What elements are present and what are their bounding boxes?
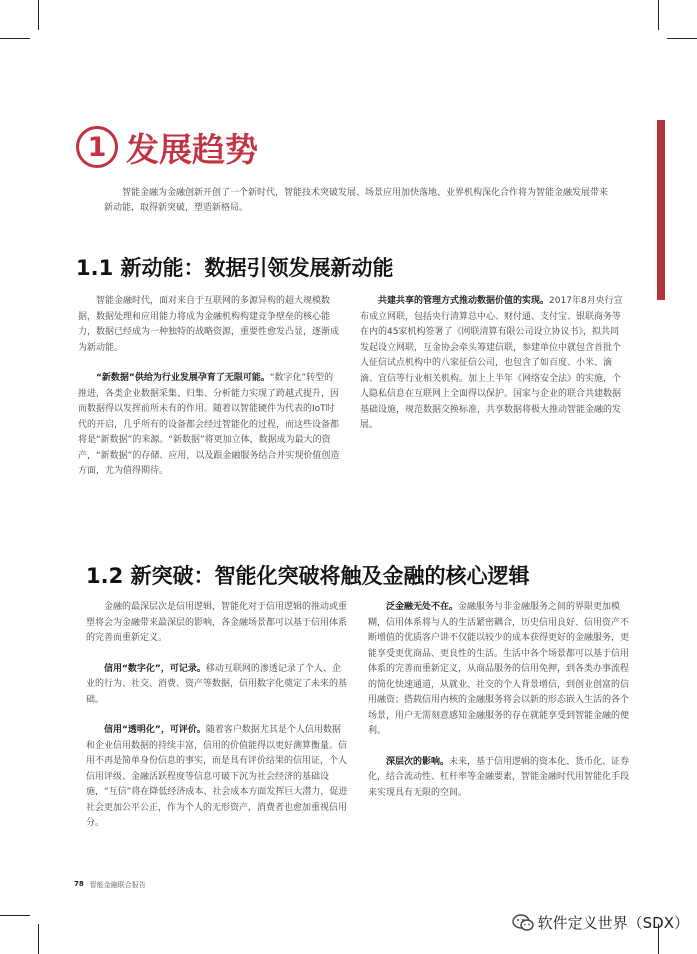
paragraph [368,600,630,740]
section-1-right-column [360,294,624,449]
watermark [512,912,689,933]
page-number: 78 [74,880,84,888]
paragraph: 金融的最深层次是信用逻辑，智能化对于信用逻辑的推动或重塑将会为金融带来最深层的影响，各金融场景都可以基于信用体系的完善而重新定义。 [86,602,348,643]
side-accent-bar [657,120,665,300]
section-2-title: 1.2 新突破：智能化突破将触及金融的核心逻辑 [86,564,530,588]
paragraph [86,723,348,832]
page-footer [74,880,146,890]
chapter-heading [76,122,258,172]
crop-mark [0,38,30,39]
paragraph-lead: 深层次的影响。 [386,756,450,767]
watermark-text: 软件定义世界（SDX） [537,914,689,932]
section-2-right-column [368,600,630,816]
intro-text: 智能金融为金融创新开创了一个新时代，智能技术突破发展、场景应用加快落地、业界机构深化合作将为智能金融发展带来新动能，取得新突破，塑造新格局。 [104,188,609,213]
report-name: 智能金融联合报告 [89,881,146,889]
paragraph [368,755,630,802]
paragraph-lead: 共建共享的管理方式推动数据价值的实现。 [378,296,550,306]
paragraph-body: 2017年8月央行宣布成立网联，包括央行清算总中心、财付通、支付宝、银联商务等在内的45家机构签署了《网联清算有限公司设立协议书》，拟共同发起设立网联，互金协会牵头筹建信联，参建单位中就包含首批个人征信试点机构中的八家征信公司，也包含了如百度、小米、滴滴、宜信等行业相关机构。加上上半年《网络安全法》的实施，个人隐私信息在互联网上全面得以保护。国家与企业的联合共建数据基础设施，规范数据交换标准，共享数据将极大推动智能金融的发展。 [360,296,623,430]
paragraph: 智能金融时代，面对来自于互联网的多源异构的超大规模数据，数据处理和应用能力将成为金融机构构建竞争壁垒的核心能力，数据已经成为一种独特的战略资源，重要性愈发凸显，逐渐成为新动能。 [78,296,340,353]
paragraph-body: 金融服务与非金融服务之间的界限更加模糊，信用体系将与人的生活紧密耦合，历史信用良好、信用资产不断增值的优质客户讲不仅能以较少的成本获得更好的金融服务，更能享受更优商品、更良性的生活。生活中各个场景都可以基于信用体系的完善而重新定义，从商品服务的信用免押，到各类办事流程的简化快速通道，从就业、社交的个人背景增信，到创业创富的信用融资；搭载信用内核的金融服务将会以新的形态嵌入生活的各个场景，用户无需刻意感知金融服务的存在就能享受到智能金融的便利。 [368,602,630,736]
intro-paragraph [104,186,616,216]
paragraph-body: 移动互联网的渗透记录了个人、企业的行为、社交、消费、资产等数据，信用数字化奠定了未来的基础。 [86,663,348,705]
crop-mark [38,924,39,954]
crop-mark [0,915,30,916]
crop-mark [658,0,659,30]
paragraph-lead: 信用“数字化”，可记录。 [104,663,206,674]
section-2-left-column [86,600,348,847]
paragraph-lead: 泛金融无处不在。 [386,602,459,612]
crop-mark [667,38,697,39]
paragraph-body: 随着客户数据尤其是个人信用数据和企业信用数据的持续丰富，信用的价值能得以更好测算衡量。信用不再是简单身份信息的事实，而是具有评价结果的信用证，个人信用评级、金融活跃程度等信息可破下沉为社会经济的基础设施，“互信”将在降低经济成本、社会成本方面发挥巨大潜力，促进社会更加公平公正，作为个人的无形资产，消费者也愈加重视信用分。 [86,725,348,828]
paragraph-body: 未来，基于信用逻辑的资本化、货币化、证券化，结合流动性、杠杆率等金融要素，智能金融时代用智能化手段来实现具有无限的空间。 [368,756,630,798]
paragraph [78,371,342,480]
chapter-number: 1 [76,126,118,168]
section-1-title: 1.1 新动能：数据引领发展新动能 [76,256,394,280]
chapter-title: 发展趋势 [126,129,258,169]
paragraph-body: “数字化”转型的推进，各类企业数据采集、归集、分析能力实现了跨越式提升，因而数据得以发挥前所未有的作用。随着以智能硬件为代表的IoT时代的开启，几乎所有的设备都会经过智能化的过程，而这些设备都将是“新数据”的来源。“新数据”将更加立体，数据成为最大的资产，“新数据”的存储、应用，以及跟金融服务结合并实现价值创造方面，尤为值得期待。 [78,373,340,476]
crop-mark [38,0,39,30]
paragraph-lead: 信用“透明化”，可评价。 [104,725,206,735]
paragraph [86,662,348,709]
paragraph [360,294,624,434]
paragraph-lead: “新数据”供给为行业发展孕育了无限可能。 [96,373,270,383]
section-1-left-column [78,294,342,495]
wechat-icon [512,914,534,932]
